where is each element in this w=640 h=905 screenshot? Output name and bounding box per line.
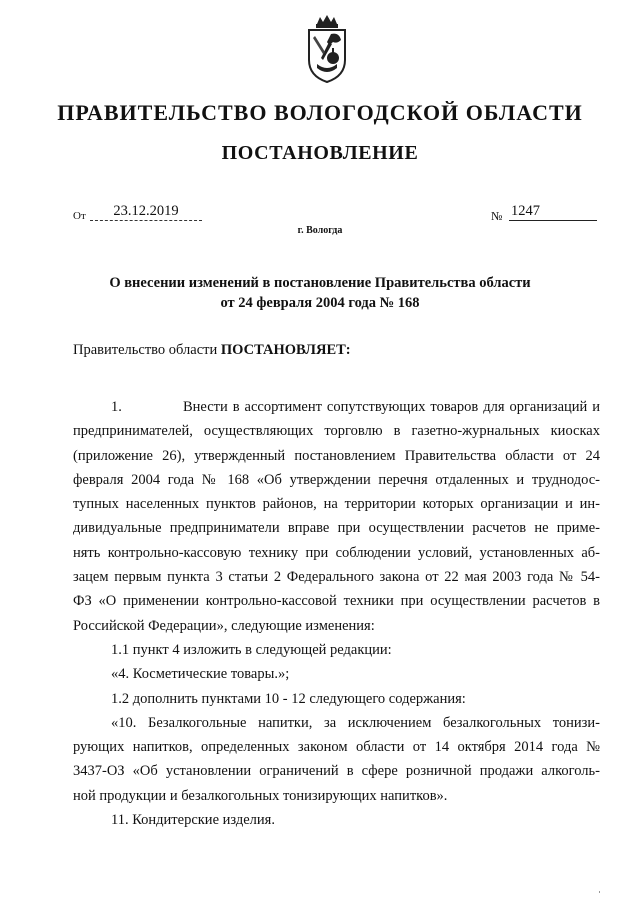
paragraph-line: (приложение 26), утвержденный постановлением Правительства области от 24 xyxy=(73,447,600,464)
paragraph-line xyxy=(73,395,600,419)
line-text: Внести в ассортимент сопутствующих товаров для организаций и xyxy=(183,399,600,415)
number-label: № xyxy=(491,209,503,223)
paragraph-line: предпринимателей, осуществляющих торговлю в газетно-журнальных киосках xyxy=(73,423,600,440)
paragraph-line: рующих напитков, определенных законом области от 14 октября 2014 года № xyxy=(73,739,600,756)
paragraph-line: ной продукции и безалкогольных тонизирующих напитков». xyxy=(73,787,448,804)
preamble-text: Правительство области xyxy=(73,342,221,358)
paragraph-line: тупных населенных пунктов районов, на территории которых организации и ин- xyxy=(73,496,600,513)
coat-of-arms-icon xyxy=(303,14,351,84)
paragraph-line: ФЗ «О применении контрольно-кассовой техники при осуществлении расчетов в xyxy=(73,593,600,610)
paragraph-line: «4. Косметические товары.»; xyxy=(111,666,290,683)
paragraph-line: 1.1 пункт 4 изложить в следующей редакции: xyxy=(111,641,392,658)
paragraph-line: дивидуальные предприниматели вправе при осуществлении расчетов не приме- xyxy=(73,520,600,537)
scan-artifact xyxy=(599,891,600,893)
government-title: ПРАВИТЕЛЬСТВО ВОЛОГОДСКОЙ ОБЛАСТИ xyxy=(57,100,583,125)
document-type: ПОСТАНОВЛЕНИЕ xyxy=(221,142,419,164)
document-body xyxy=(73,395,600,832)
paragraph-line: 3437-ОЗ «Об установлении ограничений в сфере розничной продажи алкоголь- xyxy=(73,763,600,780)
document-date: 23.12.2019 xyxy=(90,203,202,221)
preamble-keyword: ПОСТАНОВЛЯЕТ: xyxy=(220,342,351,358)
item-number: 1. xyxy=(111,399,122,415)
subject-line: от 24 февраля 2004 года № 168 xyxy=(220,295,420,311)
document-subject xyxy=(0,273,640,313)
paragraph-line: зацем первым пункта 3 статьи 2 Федерального закона от 22 мая 2003 года № 54- xyxy=(73,569,600,586)
paragraph-line: 1.2 дополнить пунктами 10 - 12 следующего содержания: xyxy=(111,690,466,707)
preamble xyxy=(73,342,351,359)
city: г. Вологда xyxy=(297,225,343,236)
paragraph-line: Российской Федерации», следующие изменения: xyxy=(73,617,375,634)
paragraph-line: нять контрольно-кассовую технику при соблюдении условий, установленных аб- xyxy=(73,544,600,561)
paragraph-line: февраля 2004 года № 168 «Об утверждении перечня отдаленных и труднодос- xyxy=(73,471,600,488)
paragraph-line: 11. Кондитерские изделия. xyxy=(111,812,275,829)
document-number: 1247 xyxy=(509,203,597,221)
paragraph-line: «10. Безалкогольные напитки, за исключением безалкогольных тонизи- xyxy=(111,714,600,731)
date-label: От xyxy=(73,210,86,222)
subject-line: О внесении изменений в постановление Правительства области xyxy=(109,275,531,291)
